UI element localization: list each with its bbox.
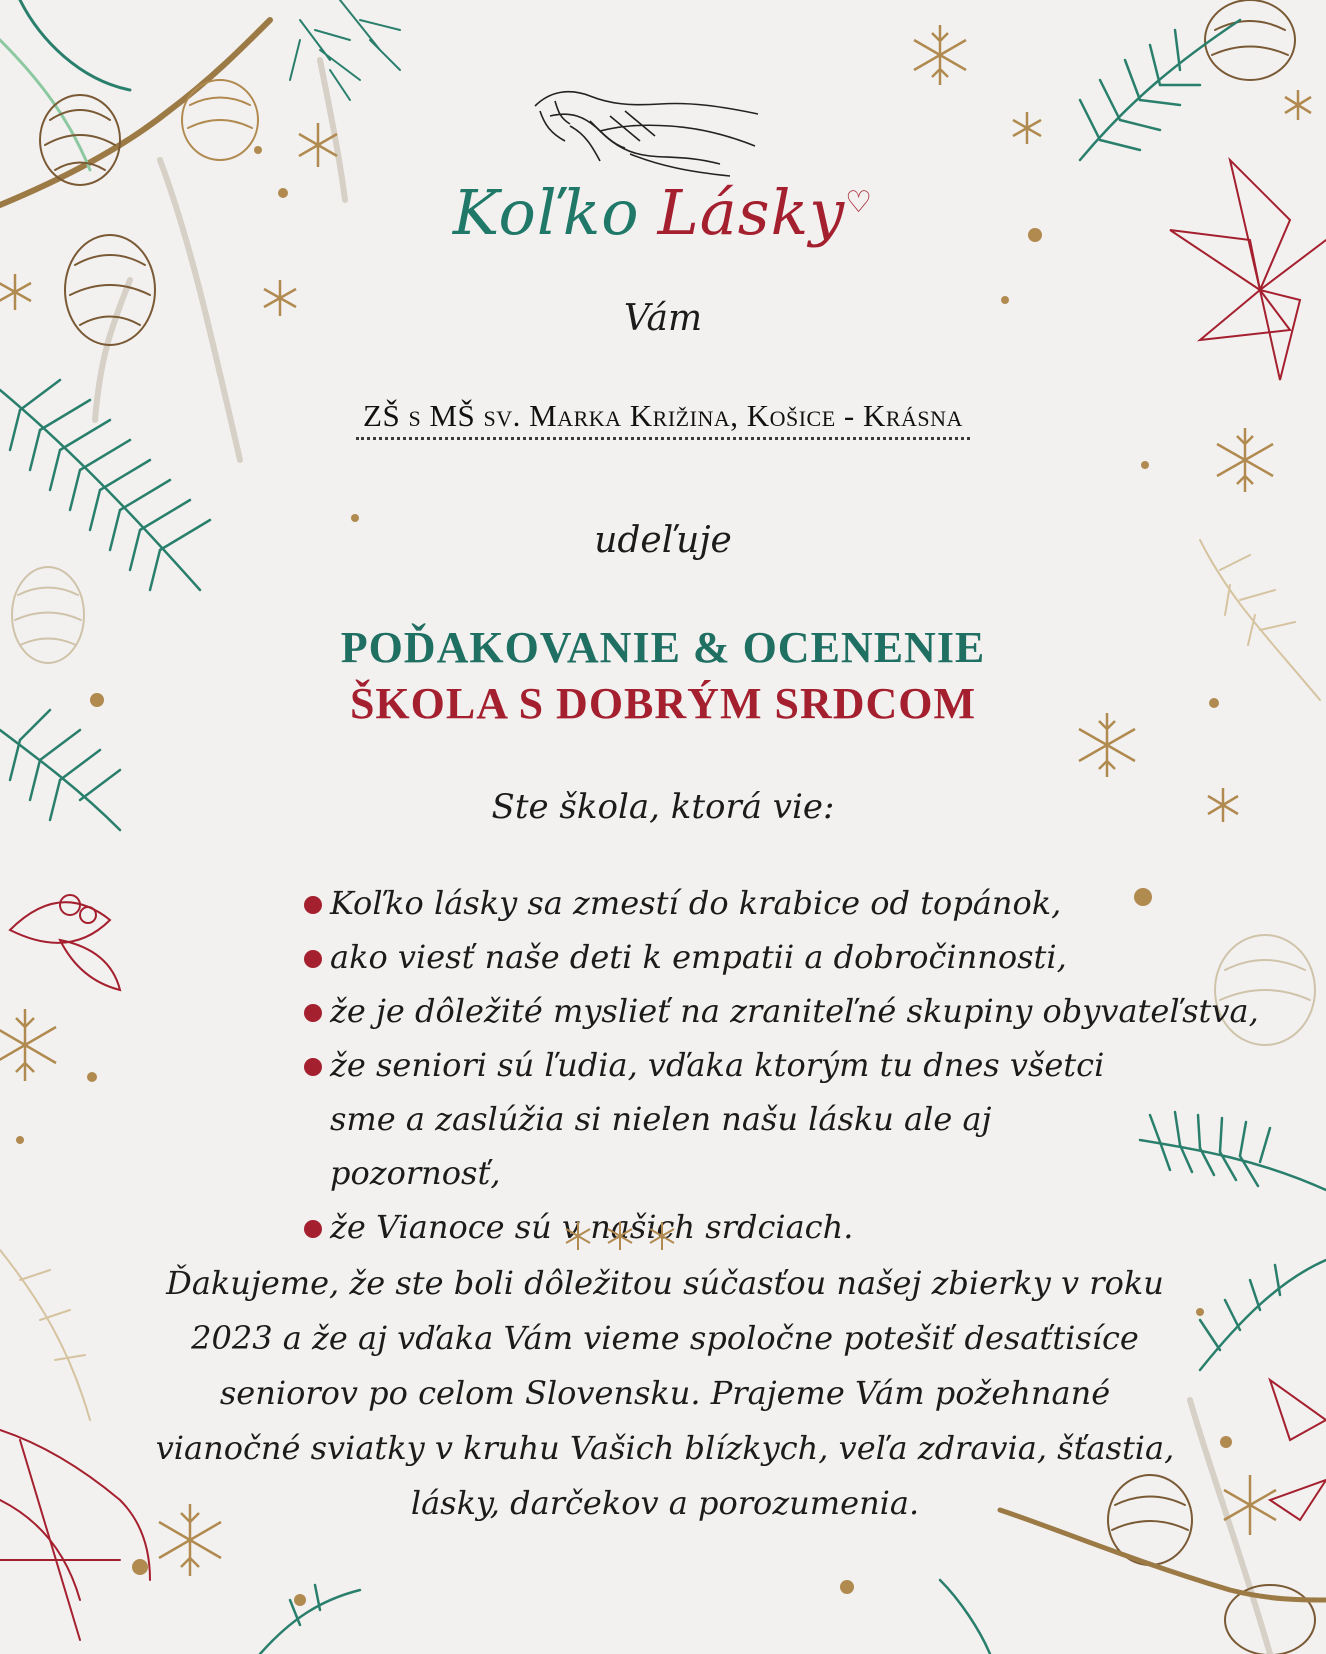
certificate-title-line2: ŠKOLA S DOBRÝM SRDCOM [349, 679, 977, 728]
qualities-list [304, 876, 1259, 1254]
logo-word-lasky: Lásky [657, 176, 846, 249]
hands-icon [530, 86, 760, 178]
bullet-icon [304, 1220, 322, 1238]
brand-logo [0, 176, 1326, 249]
list-item-text: Koľko lásky sa zmestí do krabice od topánok, [330, 884, 1062, 922]
list-item [304, 1200, 1234, 1254]
to-label: Vám [623, 298, 703, 339]
list-item [304, 876, 1234, 930]
poinsettia-icon [0, 895, 150, 1640]
certificate-title-line1: POĎAKOVANIE & OCENENIE [340, 623, 986, 672]
bullet-icon [304, 1058, 322, 1076]
heart-icon: ♡ [845, 185, 874, 220]
list-item-text: že seniori sú ľudia, vďaka ktorým tu dnes všetci sme a zaslúžia si nielen našu lásku ale aj pozornosť, [330, 1046, 1105, 1192]
logo-word-kolko: Koľko [452, 176, 640, 249]
list-item-text: že je dôležité myslieť na zraniteľné skupiny obyvateľstva, [330, 992, 1259, 1030]
list-item [304, 984, 1259, 1038]
bullet-icon [304, 896, 322, 914]
snowflake-divider-icon [560, 1218, 680, 1254]
list-item [304, 1038, 1170, 1200]
recipient-name: ZŠ s MŠ sv. Marka Križina, Košice - Krásna [363, 398, 963, 433]
list-item-text: že Vianoce sú v našich srdciach. [330, 1208, 854, 1246]
recipient-dotted-line [356, 437, 970, 440]
pine-branch-icon [0, 380, 210, 830]
awards-label: udeľuje [594, 520, 732, 561]
bullet-icon [304, 1004, 322, 1022]
intro-text: Ste škola, ktorá vie: [491, 787, 835, 827]
list-item [304, 930, 1234, 984]
bullet-icon [304, 950, 322, 968]
list-item-text: ako viesť naše deti k empatii a dobročinnosti, [330, 938, 1067, 976]
pine-branch-icon [1080, 20, 1240, 160]
closing-message: Ďakujeme, že ste boli dôležitou súčasťou našej zbierky v roku 2023 a že aj vďaka Vám vieme spoločne potešiť desaťtisíce seniorov po celom Slovensku. Prajeme Vám požehnané vianočné sviatky v kruhu Vašich blízkych, veľa zdravia, šťastia, lásky, darčekov a porozumenia. [155, 1264, 1175, 1522]
